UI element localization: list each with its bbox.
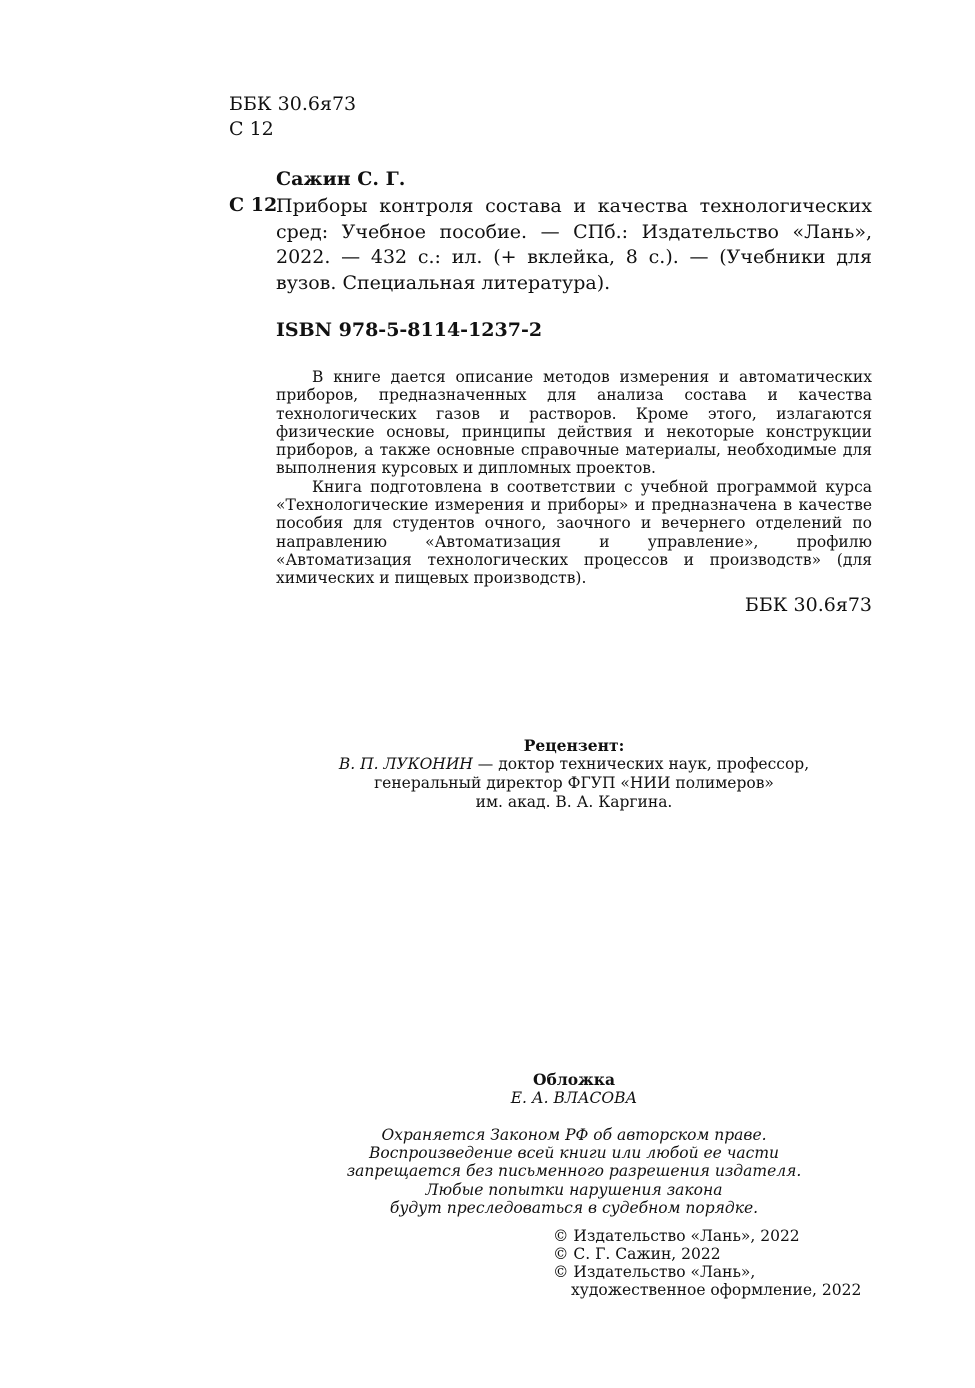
copyright-line: © Издательство «Лань», 2022	[553, 1227, 800, 1245]
notice-line: Охраняется Законом РФ об авторском праве.	[381, 1126, 767, 1144]
reviewer-line-2: генеральный директор ФГУП «НИИ полимеров»	[374, 774, 774, 792]
notice-line: будут преследоваться в судебном порядке.	[389, 1198, 759, 1217]
classification-codes	[229, 92, 356, 142]
copyright-notice	[276, 1126, 872, 1217]
notice-line: Любые попытки нарушения закона	[425, 1180, 723, 1199]
reviewer-credentials: — доктор технических наук, профессор,	[472, 755, 810, 773]
annotation-bbk: ББК 30.6я73	[744, 594, 872, 616]
annotation-paragraph-1: В книге дается описание методов измерения и автоматических приборов, предназначенных для анализа состава и качества технологических газов и растворов. Кроме этого, излагаются физические основы, принципы действия и некоторые конструкции приборов, а также основные справочные материалы, необходимые для выполнения курсовых и дипломных проектов.	[276, 368, 872, 478]
copyright-line: © Издательство «Лань»,	[553, 1263, 756, 1281]
reviewer-line-3: им. акад. В. А. Каргина.	[475, 793, 673, 811]
copyright-lines	[553, 1227, 861, 1299]
cover-designer: Е. А. ВЛАСОВА	[510, 1089, 638, 1107]
reviewer-label: Рецензент:	[523, 736, 625, 755]
notice-line: Воспроизведение всей книги или любой ее части	[368, 1144, 780, 1163]
bbk-code: ББК 30.6я73	[229, 93, 357, 115]
bibliographic-description: Приборы контроля состава и качества технологических сред: Учебное пособие. — СПб.: Издательство «Лань», 2022. — 432 с.: ил. (+ вклейка, 8 с.). — (Учебники для вузов. Специальная литература).	[276, 195, 872, 294]
cover-label: Обложка	[533, 1070, 615, 1089]
copyright-line: художественное оформление, 2022	[571, 1281, 862, 1299]
author-name: Сажин С. Г.	[276, 168, 406, 190]
author-cipher: С 12	[229, 118, 274, 140]
cover-credit	[276, 1071, 872, 1107]
reviewer-line-1	[276, 755, 872, 774]
entry-cipher: С 12	[229, 194, 278, 216]
notice-line: запрещается без письменного разрешения издателя.	[346, 1162, 802, 1181]
isbn: ISBN 978-5-8114-1237-2	[276, 319, 543, 341]
reviewer-block	[276, 736, 872, 812]
reviewer-name: В. П. ЛУКОНИН	[338, 755, 473, 773]
copyright-line: © С. Г. Сажин, 2022	[553, 1245, 721, 1263]
annotation	[276, 368, 872, 588]
annotation-paragraph-2: Книга подготовлена в соответствии с учебной программой курса «Технологические измерения и приборы» и предназначена в качестве пособия для студентов очного, заочного и вечернего отделений по направлению «Автоматизация и управление», профилю «Автоматизация технологических процессов и производств» (для химических и пищевых производств).	[276, 477, 872, 588]
